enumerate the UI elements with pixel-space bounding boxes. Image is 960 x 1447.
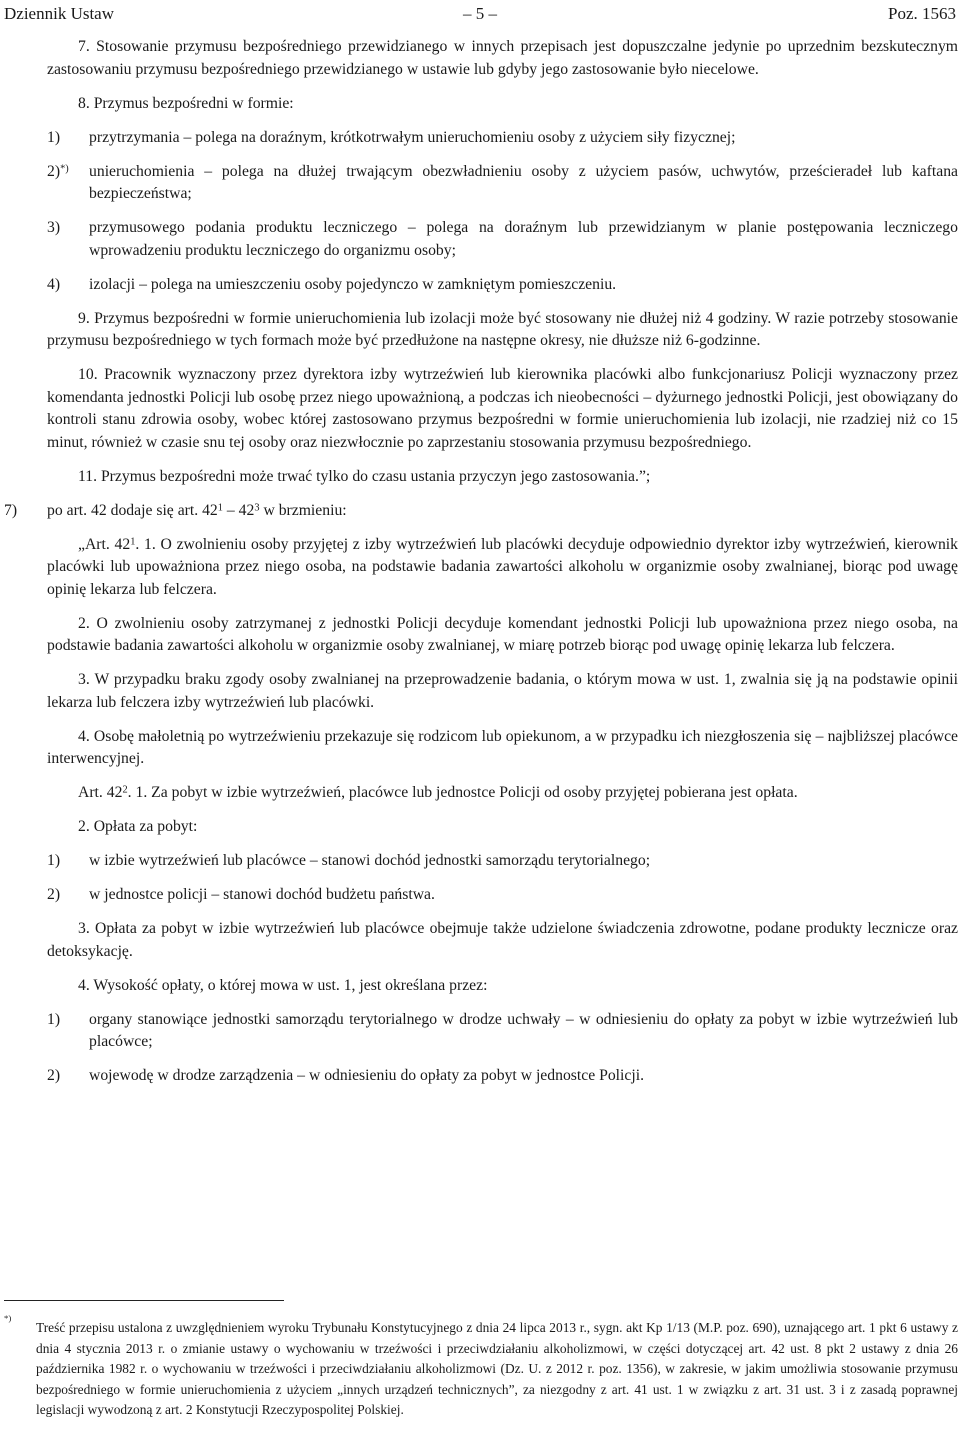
list-item xyxy=(47,161,958,206)
list-item-number: 4) xyxy=(47,275,61,293)
list-item xyxy=(47,217,958,262)
paragraph-8-intro: 8. Przymus bezpośredni w formie: xyxy=(78,94,294,112)
list-item-number: 1) xyxy=(47,1010,61,1028)
article-heading: Art. 42 xyxy=(78,784,123,801)
article-42-1-paragraph-4: 4. Osobę małoletnią po wytrzeźwieniu przekazuje się rodzicom lub opiekunom, a w przypadku ich niezgłoszenia się – najbliższej placówce interwencyjnej. xyxy=(47,727,958,767)
list-item xyxy=(47,127,958,150)
list-item-number: 2) xyxy=(47,886,61,903)
paragraph-10: 10. Pracownik wyznaczony przez dyrektora izby wytrzeźwień lub kierownika placówki albo funkcjonariusz Policji wyznaczony przez komendanta jednostki Policji lub osobę przez niego upoważnioną, a podczas ich nieobecności – dyżurnego jednostki Policji, jest obowiązany do kontroli stanu zdrowia osoby, wobec której zastosowano przymus bezpośredni w formie unieruchomienia lub izolacji, nie rzadziej niż co 15 minut, również w czasie snu tej osoby oraz niezwłocznie po zaprzestaniu stosowania przymusu bezpośredniego. xyxy=(47,366,958,451)
article-text: . 1. O zwolnieniu osoby przyjętej z izby wytrzeźwień lub placówki decyduje odpowiednio dyrektor izby wytrzeźwień, kierownik placówki lub upoważniona przez niego osoba, na podstawie badania zawartości alkoholu w organizmie osoby zwalnianej, biorąc pod uwagę opinię lekarza lub felczera. xyxy=(47,535,958,598)
amendment-text: w brzmieniu: xyxy=(259,501,347,519)
list-item-text: unieruchomienia – polega na dłużej trwającym obezwładnieniu osoby z użyciem pasów, uchwytów, prześcieradeł lub kaftana bezpieczeństwa; xyxy=(89,162,958,202)
paragraph-7: 7. Stosowanie przymusu bezpośredniego przewidzianego w innych przepisach jest dopuszczalne jedynie po uprzednim bezskutecznym zastosowaniu przymusu bezpośredniego przewidzianego w ustawie lub gdyby jego zastosowanie było niecelowe. xyxy=(47,38,958,78)
article-42-1-paragraph-1 xyxy=(47,534,958,602)
paragraph-11: 11. Przymus bezpośredni może trwać tylko do czasu ustania przyczyn jego zastosowania.”; xyxy=(78,467,651,485)
superscript: 1 xyxy=(130,535,136,547)
article-42-2-paragraph-2: 2. Opłata za pobyt: xyxy=(78,818,198,835)
list-item-number: 3) xyxy=(47,219,61,236)
list-item-text: izolacji – polega na umieszczeniu osoby pojedynczo w zamkniętym pomieszczeniu. xyxy=(89,275,617,293)
superscript: 2 xyxy=(122,784,128,796)
article-42-2-paragraph-3: 3. Opłata za pobyt w izbie wytrzeźwień lub placówce obejmuje także udzielone świadczenia zdrowotne, podane produkty lecznicze oraz detoksykację. xyxy=(47,920,958,960)
list-item xyxy=(47,1009,958,1054)
journal-title: Dziennik Ustaw xyxy=(4,4,115,23)
list-item-text: w izbie wytrzeźwień lub placówce – stanowi dochód jednostki samorządu terytorialnego; xyxy=(89,852,651,869)
footnote: *) Treść przepisu ustalona z uwzględnieniem wyroku Trybunału Konstytucyjnego z dnia 24 lipca 2013 r., sygn. akt Kp 1/13 (M.P. poz. 690), uznającego art. 1 pkt 6 ustawy z dnia 4 stycznia 2013 r. o zmianie ustawy o wychowaniu w trzeźwości i przeciwdziałaniu alkoholizmowi, w części dotyczącej art. 42 ust. 8 pkt 2 ustawy z dnia 26 października 1982 r. o wychowaniu w trzeźwości i przeciwdziałaniu alkoholizmowi (Dz. U. z 2012 r. poz. 1356), w zakresie, w jakim umożliwia stosowanie przymusu bezpośredniego w formie unieruchomienia z użyciem „innych urządzeń technicznych”, za niezgodny z art. 41 ust. 1 w związku z art. 31 ust. 3 i z zasadą poprawnej legislacji wywodzoną z art. 2 Konstytucji Rzeczypospolitej Polskiej. xyxy=(4,1318,958,1421)
list-item-number: 1) xyxy=(47,852,61,869)
footnote-text: Treść przepisu ustalona z uwzględnieniem wyroku Trybunału Konstytucyjnego z dnia 24 lipca 2013 r., sygn. akt Kp 1/13 (M.P. poz. 690), uznającego art. 1 pkt 6 ustawy z dnia 4 stycznia 2013 r. o zmianie ustawy o wychowaniu w trzeźwości i przeciwdziałaniu alkoholizmowi, w części dotyczącej art. 42 ust. 8 pkt 2 ustawy z dnia 26 października 1982 r. o wychowaniu w trzeźwości i przeciwdziałaniu alkoholizmowi (Dz. U. z 2012 r. poz. 1356), w zakresie, w jakim umożliwia stosowanie przymusu bezpośredniego w formie unieruchomienia z użyciem „innych urządzeń technicznych”, za niezgodny z art. 41 ust. 1 w związku z art. 31 ust. 3 i z zasadą poprawnej legislacji wywodzoną z art. 2 Konstytucji Rzeczypospolitej Polskiej. xyxy=(36,1320,958,1417)
article-text: . 1. Za pobyt w izbie wytrzeźwień, placówce lub jednostce Policji od osoby przyjętej pobierana jest opłata. xyxy=(127,784,798,801)
article-42-1-paragraph-3: 3. W przypadku braku zgody osoby zwalnianej na przeprowadzenie badania, o którym mowa w ust. 1, zwalnia się ją na podstawie opinii lekarza lub felczera izby wytrzeźwień lub placówki. xyxy=(47,671,958,711)
position-number: Poz. 1563 xyxy=(888,4,956,23)
list-item-text: przymusowego podania produktu leczniczego – polega na doraźnym lub przewidzianym w planie postępowania leczniczego wprowadzeniu produktu leczniczego do organizmu osoby; xyxy=(89,219,958,259)
list-item-text: w jednostce policji – stanowi dochód budżetu państwa. xyxy=(89,886,435,903)
amendment-text: – 42 xyxy=(222,501,255,519)
amendment-point-number: 7) xyxy=(4,501,18,519)
list-item-number xyxy=(47,161,69,184)
list-item-number: 2) xyxy=(47,1067,61,1084)
amendment-point-7 xyxy=(4,500,958,523)
list-item-number-text: 2) xyxy=(47,162,61,180)
list-item xyxy=(47,274,958,297)
list-item xyxy=(47,850,958,873)
footnote-divider xyxy=(4,1300,284,1301)
list-item-text: organy stanowiące jednostki samorządu terytorialnego w drodze uchwały – w odniesieniu do opłaty za pobyt w izbie wytrzeźwień lub placówce; xyxy=(89,1010,958,1050)
article-heading: „Art. 42 xyxy=(78,535,131,553)
article-42-2-paragraph-1 xyxy=(47,782,958,805)
list-item xyxy=(47,1065,958,1088)
superscript: 1 xyxy=(217,501,223,513)
page-number: – 5 – xyxy=(463,4,497,23)
list-item xyxy=(47,884,958,907)
document-body xyxy=(4,36,958,1099)
footnote-reference: *) xyxy=(60,162,69,174)
article-42-1-paragraph-2: 2. O zwolnieniu osoby zatrzymanej z jednostki Policji decyduje komendant jednostki Policji lub upoważniona przez niego osoba, na podstawie badania zawartości alkoholu w organizmie osoby zwalnianej, w miarę potrzeb biorąc pod uwagę opinię lekarza lub felczera. xyxy=(47,614,958,654)
article-42-2-paragraph-4: 4. Wysokość opłaty, o której mowa w ust. 1, jest określana przez: xyxy=(78,976,488,994)
list-item-text: przytrzymania – polega na doraźnym, krótkotrwałym unieruchomieniu osoby z użyciem siły fizycznej; xyxy=(89,128,736,146)
page-header xyxy=(0,2,960,26)
superscript: 3 xyxy=(254,501,260,513)
amendment-text: po art. 42 dodaje się art. 42 xyxy=(47,501,218,519)
list-item-text: wojewodę w drodze zarządzenia – w odniesieniu do opłaty za pobyt w jednostce Policji. xyxy=(89,1067,644,1084)
paragraph-9: 9. Przymus bezpośredni w formie unieruchomienia lub izolacji może być stosowany nie dłużej niż 4 godziny. W razie potrzeby stosowanie przymusu bezpośredniego w tych formach może być przedłużone na następne okresy, nie dłuższe niż 6-godzinne. xyxy=(47,309,958,349)
list-item-number: 1) xyxy=(47,128,61,146)
